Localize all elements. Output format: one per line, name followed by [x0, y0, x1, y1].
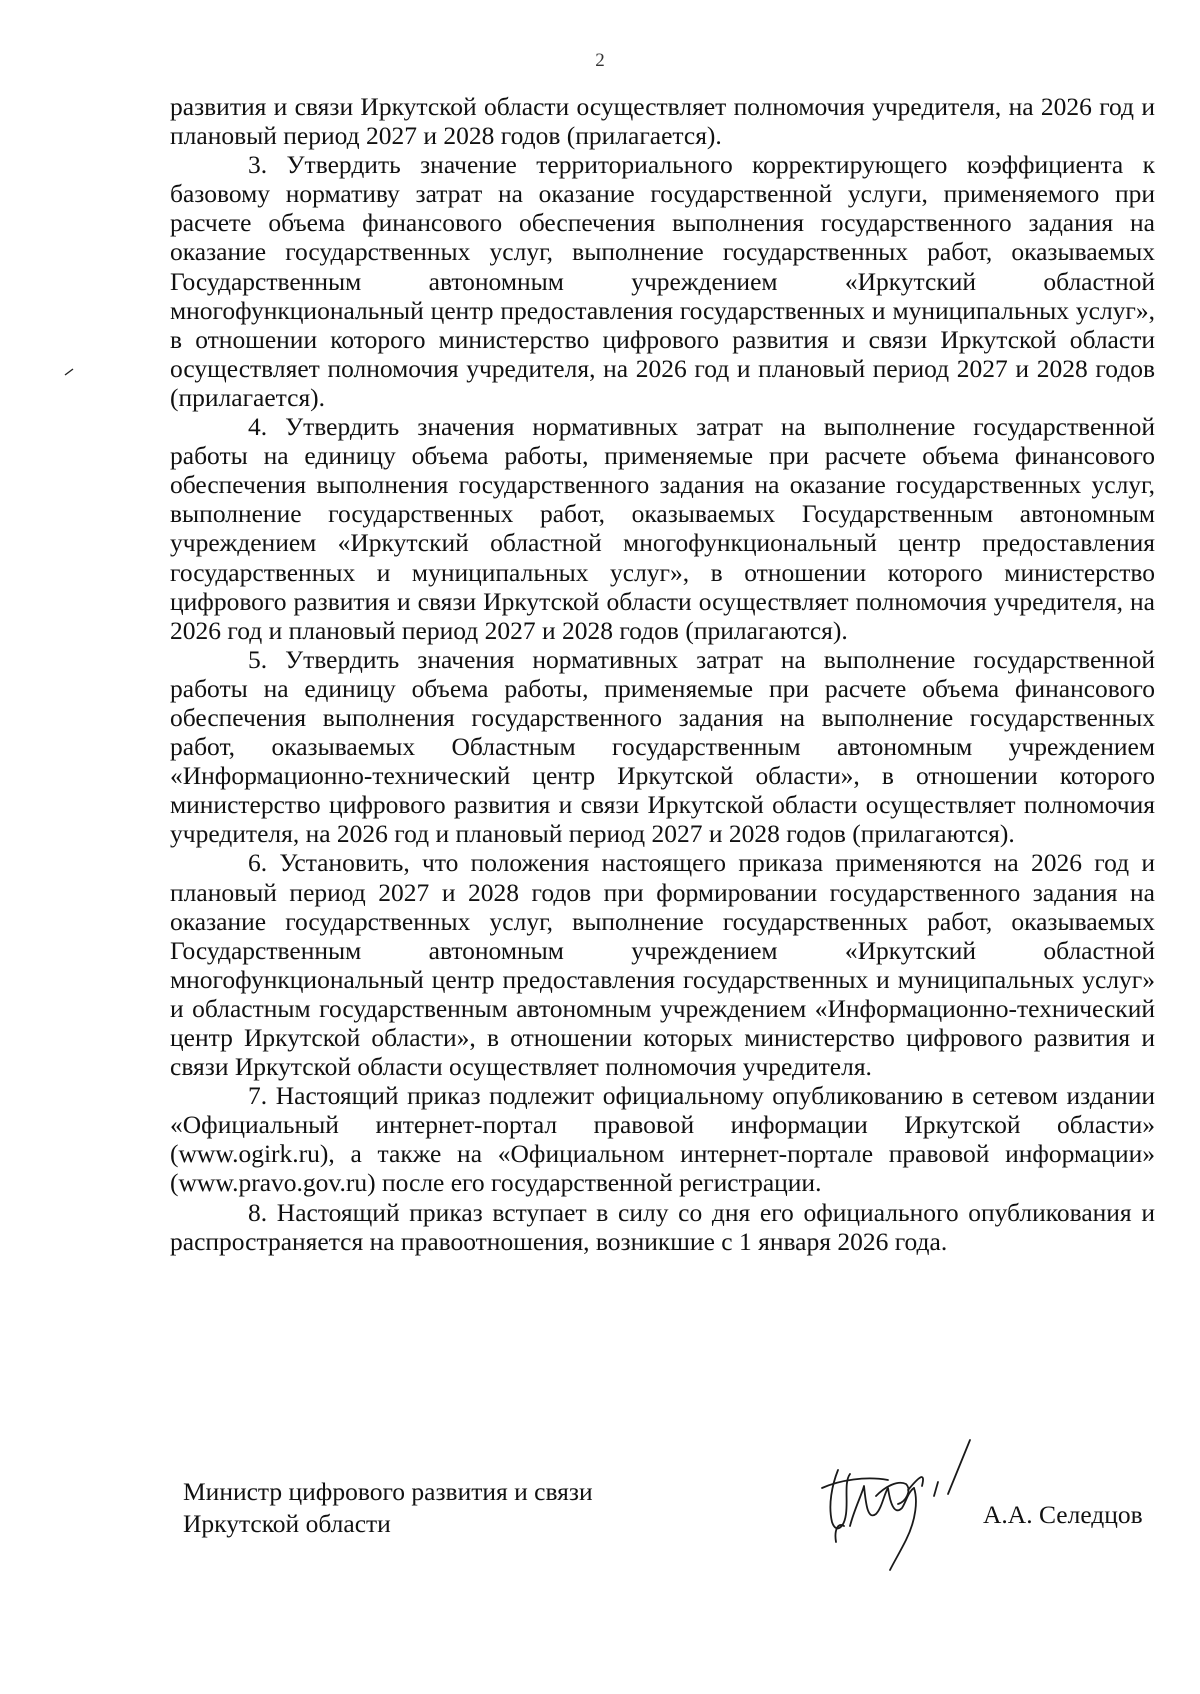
- paragraph-3: 3. Утвердить значение территориального корректирующего коэффициента к базовому нормативу затрат на оказание государственной услуги, применяемого при расчете объема финансового обеспечения выполнения государственного задания на оказание государственных услуг, выполнение государственных работ, оказываемых Государственным автономным учреждением «Иркутский областной многофункциональный центр предоставления государственных и муниципальных услуг», в отношении которого министерство цифрового развития и связи Иркутской области осуществляет полномочия учредителя, на 2026 год и плановый период 2027 и 2028 годов (прилагается).: [170, 150, 1155, 412]
- signer-name: А.А. Селедцов: [983, 1500, 1143, 1529]
- signatory-title-line-2: Иркутской области: [183, 1509, 391, 1538]
- handwritten-signature: [810, 1430, 980, 1580]
- paragraph-4: 4. Утвердить значения нормативных затрат на выполнение государственной работы на единицу объема работы, применяемые при расчете объема финансового обеспечения выполнения государственного задания на оказание государственных услуг, выполнение государственных работ, оказываемых Государственным автономным учреждением «Иркутский областной многофункциональный центр предоставления государственных и муниципальных услуг», в отношении которого министерство цифрового развития и связи Иркутской области осуществляет полномочия учредителя, на 2026 год и плановый период 2027 и 2028 годов (прилагаются).: [170, 412, 1155, 645]
- paragraph-8: 8. Настоящий приказ вступает в силу со дня его официального опубликования и распространяется на правоотношения, возникшие с 1 января 2026 года.: [170, 1197, 1155, 1256]
- paragraph-6: 6. Установить, что положения настоящего приказа применяются на 2026 год и плановый период 2027 и 2028 годов при формировании государственного задания на оказание государственных услуг, выполнение государственных работ, оказываемых Государственным автономным учреждением «Иркутский областной многофункциональный центр предоставления государственных и муниципальных услуг» и областным государственным автономным учреждением «Информационно-технический центр Иркутской области», в отношении которых министерство цифрового развития и связи Иркутской области осуществляет полномочия учредителя.: [170, 848, 1155, 1082]
- signatory-title-line-1: Министр цифрового развития и связи: [183, 1477, 593, 1506]
- paragraph-5: 5. Утвердить значения нормативных затрат на выполнение государственной работы на единицу объема работы, применяемые при расчете объема финансового обеспечения выполнения государственного задания на выполнение государственных работ, оказываемых Областным государственным автономным учреждением «Информационно-технический центр Иркутской области», в отношении которого министерство цифрового развития и связи Иркутской области осуществляет полномочия учредителя, на 2026 год и плановый период 2027 и 2028 годов (прилагаются).: [170, 644, 1155, 849]
- page-number: 2: [595, 50, 605, 71]
- margin-pen-mark: [64, 363, 74, 371]
- paragraph-continuation: развития и связи Иркутской области осуществляет полномочия учредителя, на 2026 год и плановый период 2027 и 2028 годов (прилагается).: [170, 92, 1155, 151]
- paragraph-7: 7. Настоящий приказ подлежит официальному опубликованию в сетевом издании «Официальный интернет-портал правовой информации Иркутской области» (www.ogirk.ru), а также на «Официальном интернет-портале правовой информации» (www.pravo.gov.ru) после его государственной регистрации.: [170, 1081, 1155, 1198]
- document-body: [170, 92, 1155, 1256]
- signatory-title: [183, 1476, 593, 1540]
